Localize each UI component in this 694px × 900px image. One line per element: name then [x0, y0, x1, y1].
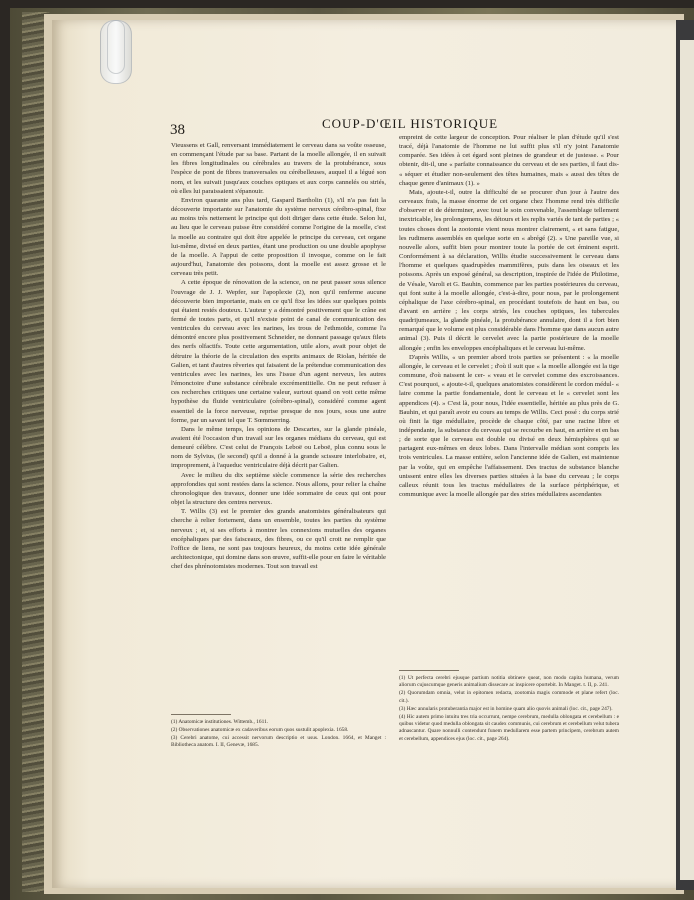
paragraph: Avec le milieu du dix septième siècle commence la série des recherches approfondies qui sont restées dans la science. Nous allons, pour relier la chaîne chronologique des travaux, donner une idée sommaire de ceux qui ont pour objet la structure des centres nerveux.: [171, 471, 386, 507]
left-footnotes: [171, 719, 386, 750]
paragraph: Dans le même temps, les opinions de Descartes, sur la glande pinéale, avaient été l'occasion d'un travail sur les organes médians du cerveau, qui est demeuré célèbre. C'est celui de François Leboë ou Leboë, plus connu sous le nom de Sylvius, (le second) qu'il a donné à la grande scissure interlobaire, et, improprement, à l'aqueduc ventriculaire déjà décrit par Galien.: [171, 425, 386, 470]
right-footnotes: [399, 675, 619, 744]
left-text-column: [171, 141, 386, 571]
facing-page-edge: [680, 40, 694, 880]
footnote: (2) Quorumdam omnia, velut in epitomen redacta, zootomia magis commode et plane refert (loc. cit.).: [399, 690, 619, 704]
footnote: (4) Hic autem primo intuitu tres tria occurrunt, nempe cerebrum, medulla oblongata et cerebellum : e quibus videtur quod medulla oblongata sit caudex communis, cui cerebrum et cerebellum velut tubera adnascantur. Quare nonnulli contendunt funem medullarem esse partem principem, cerebrum autem et cerebellum, appendices ejus (loc. cit., page 264).: [399, 713, 619, 742]
paragraph: T. Willis (3) est le premier des grands anatomistes généralisateurs qui cherche à relier fortement, dans un ensemble, toutes les parties du système nerveux ; et, si ses efforts à montrer les connexions mutuelles des organes encéphaliques par des faisceaux, des fibres, ou ce qu'il croit ne remplir que l'office de liens, ne sont pas toujours heureux, du moins cette idée générale architectonique, qui domine dans son œuvre, suffit-elle pour en faire le véritable chef des phrénotomistes modernes. Tout son travail est: [171, 508, 386, 571]
page-number: 38: [170, 122, 185, 138]
footnote: (3) Cerebri anatome, cui accessit nervorum descriptio et usus. London. 1664, et Manget : Bibliotheca anatom. I. II, Genevæ, 1685.: [171, 734, 386, 749]
paragraph: Mais, ajoute-t-il, outre la difficulté de se procurer d'un jour à l'autre des cerveaux frais, la masse énorme de cet organe chez l'homme rend très difficile d'observer et de déterminer, avec tout le soin convenable, l'assemblage tellement inextricable, les prolongemens, les détours et les replis variés de tant de parties ; « toutes choses dont la zootomie vient nous montrer clairement, « et sans fatigue, les rudimens assemblés en quelque sorte en « abrégé (2). » Une pareille vue, si nouvelle alors, suffit bien pour montrer toute la portée de cet éminent esprit. Conformément à sa déclaration, Willis étudie successivement le cerveau dans l'homme et quelques quadrupèdes mammifères, puis dans les oiseaux et les poissons. Après un exposé général, sa description, inspirée de l'idée de Philotime, de Vésale, Varoli et G. Bauhin, commence par les parties postérieures du cerveau, qui font suite à la moelle allongée, c'est-à-dire, pour nous, par le prolongement céphalique de l'axe cérébro-spinal, en procédant toutefois de haut en bas, ou d'avant en arrière ; les corps striés, les couches optiques, les tubercules quadrijumeaux, la glande pinéale, la protubérance annulaire, dont il a fort bien remarqué que le volume est plus considérable dans l'homme que dans aucun autre animal (3). Puis il décrit le cervelet avec la partie postérieure de la moelle allongée ; enfin les enveloppes encéphaliques et le cerveau lui-même.: [399, 188, 619, 352]
footnote: (3) Hæc annularis protuberantia major est in homine quam alio quovis animali (loc. cit., page 247).: [399, 705, 613, 712]
running-title: COUP-D'ŒIL HISTORIQUE: [322, 116, 499, 131]
paragraph: empreint de cette largeur de conception. Pour réaliser le plan d'étude qu'il s'est tracé, déjà l'anatomie de l'homme ne lui suffit plus s'il n'y joint l'anatomie comparée. Ses idées à cet égard sont pleines de grandeur et de justesse. « Pour obtenir, dit-il, une « parfaite connaissance du cerveau et de ses parties, il faut dis- « séquer et étudier non-seulement des têtes humaines, mais « aussi des têtes de chaque genre d'animaux (1). »: [399, 134, 619, 187]
footnote-rule: [399, 670, 459, 671]
paragraph: D'après Willis, « un premier abord trois parties se présentent : « la moelle allongée, le cerveau et le cervelet ; d'où il suit que « la moelle allongée est la tige commune, d'où naissent le cer- « veau et le cervelet comme des excroissances. C'est pourquoi, « ajoute-t-il, quelques anatomistes considèrent le cordon médul- « laire comme la partie fondamentale, dont le cerveau et le « cervelet sont les appendices (4). » C'est là, pour nous, l'idée essentielle, héritée au plus près de G. Bauhin, et qui paraît avoir eu cours au temps de Willis. Ceci posé : du corps strié où finit la tige médullaire, procède de chaque côté, par une racine libre et indépendante, la substance du cerveau qui se recourbe en haut, en arrière et en bas ; de sorte que le cerveau est double ou divisé en deux hémisphères qui se partagent eux-mêmes en deux lobes. Dans l'intervalle médian sont compris les trois ventricules. La masse entière, selon l'ancienne idée de Galien, est maintenue par la voûte, qui en empêche l'affaissement. Des tractus de substance blanche unissent entre elles les diverses parties situées à la base du cerveau ; le corps calleux réunit tous les tractus médullaires de la surface périphérique, et communique avec la moelle allongée par des stries médullaires ascendantes: [399, 353, 619, 499]
footnote: (1) Ut perfecta cerebri ejusque partium notitia obtinere queat, non modo capita humana, verum aliorum cujuscumque generis animalium dissecare ac inspicere oportebit. In Manget. t. II, p. 241.: [399, 675, 619, 689]
paragraph: Environ quarante ans plus tard, Gaspard Bartholin (1), s'il n'a pas fait la découverte importante sur l'anatomie du système nerveux cérébro-spinal, fixe au moins très nettement le principe qui doit diriger dans cette étude. Selon lui, au lieu que le cerveau puisse être considéré comme l'origine de la moelle, c'est la moelle au contraire qui doit être appelée le principe du cerveau, cet organe lui-même, divisé en deux parties, étant une production ou une double apophyse de la moelle. A l'appui de cette proposition il invoque, comme on le fait aujourd'hui, l'anatomie des poissons, dont la moelle est assez grosse et le cerveau très petit.: [171, 196, 386, 278]
footnote-rule: [171, 714, 231, 715]
footnote: (2) Observationes anatomicæ ex cadaveribus eorum quos sustulit apoplexia. 1658.: [171, 726, 349, 733]
footnote: (1) Anatomicæ institutiones. Wittemb., 1611.: [171, 719, 269, 725]
paragraph: A cette époque de rénovation de la science, on ne peut passer sous silence l'ouvrage de J. J. Wepfer, sur l'apoplexie (2), non qu'il renferme aucune découverte bien importante, mais en ce qu'il fixe les idées sur quelques points qui étaient restés douteux. L'auteur y a démontré positivement que le crâne est fermé de toutes parts, et qu'il n'existe point de canal de communication des ventricules du cerveau avec les narines, les trous de l'ethmoïde, comme l'a démontré encore plus positivement Schneider, ne donnant passage qu'aux filets des nerfs olfactifs. Toute cette argumentation, utile alors, avait pour objet de détruire la théorie de la circulation des esprits animaux de Riolan, héritée de Galien, et tant d'autres rêveries qui faisaient de la prétendue communication des ventricules avec les narines, les uns l'issue d'un agent nerveux, les autres l'émonctoire d'une substance cérébrale excrémentitielle. On ne peut refuser à ces recherches critiques une certaine valeur, surtout quand on voit cette même hypothèse du fluide ventriculaire (cérébro-spinal), considéré comme agent essentiel de la force nerveuse, reprise presque de nos jours, sous une autre forme, par un savant tel que T. Sœmmerring.: [171, 279, 386, 424]
right-text-column: [399, 133, 619, 499]
paragraph: Vieussens et Gall, renversant immédiatement le cerveau dans sa voûte osseuse, en commençant l'étude par sa base. Partant de la moelle allongée, il en suivait les fibres longitudinales ou cérébrales au travers de la protubérance, sous l'espèce de pont de fibres transversales ou cérébelleuses, auquel il a légué son nom, et les suivait jusqu'aux couches optiques et aux corps cannelés ou striés, où elles lui paraissaient s'épanouir.: [171, 142, 386, 195]
page-clip-inner: [107, 20, 125, 74]
